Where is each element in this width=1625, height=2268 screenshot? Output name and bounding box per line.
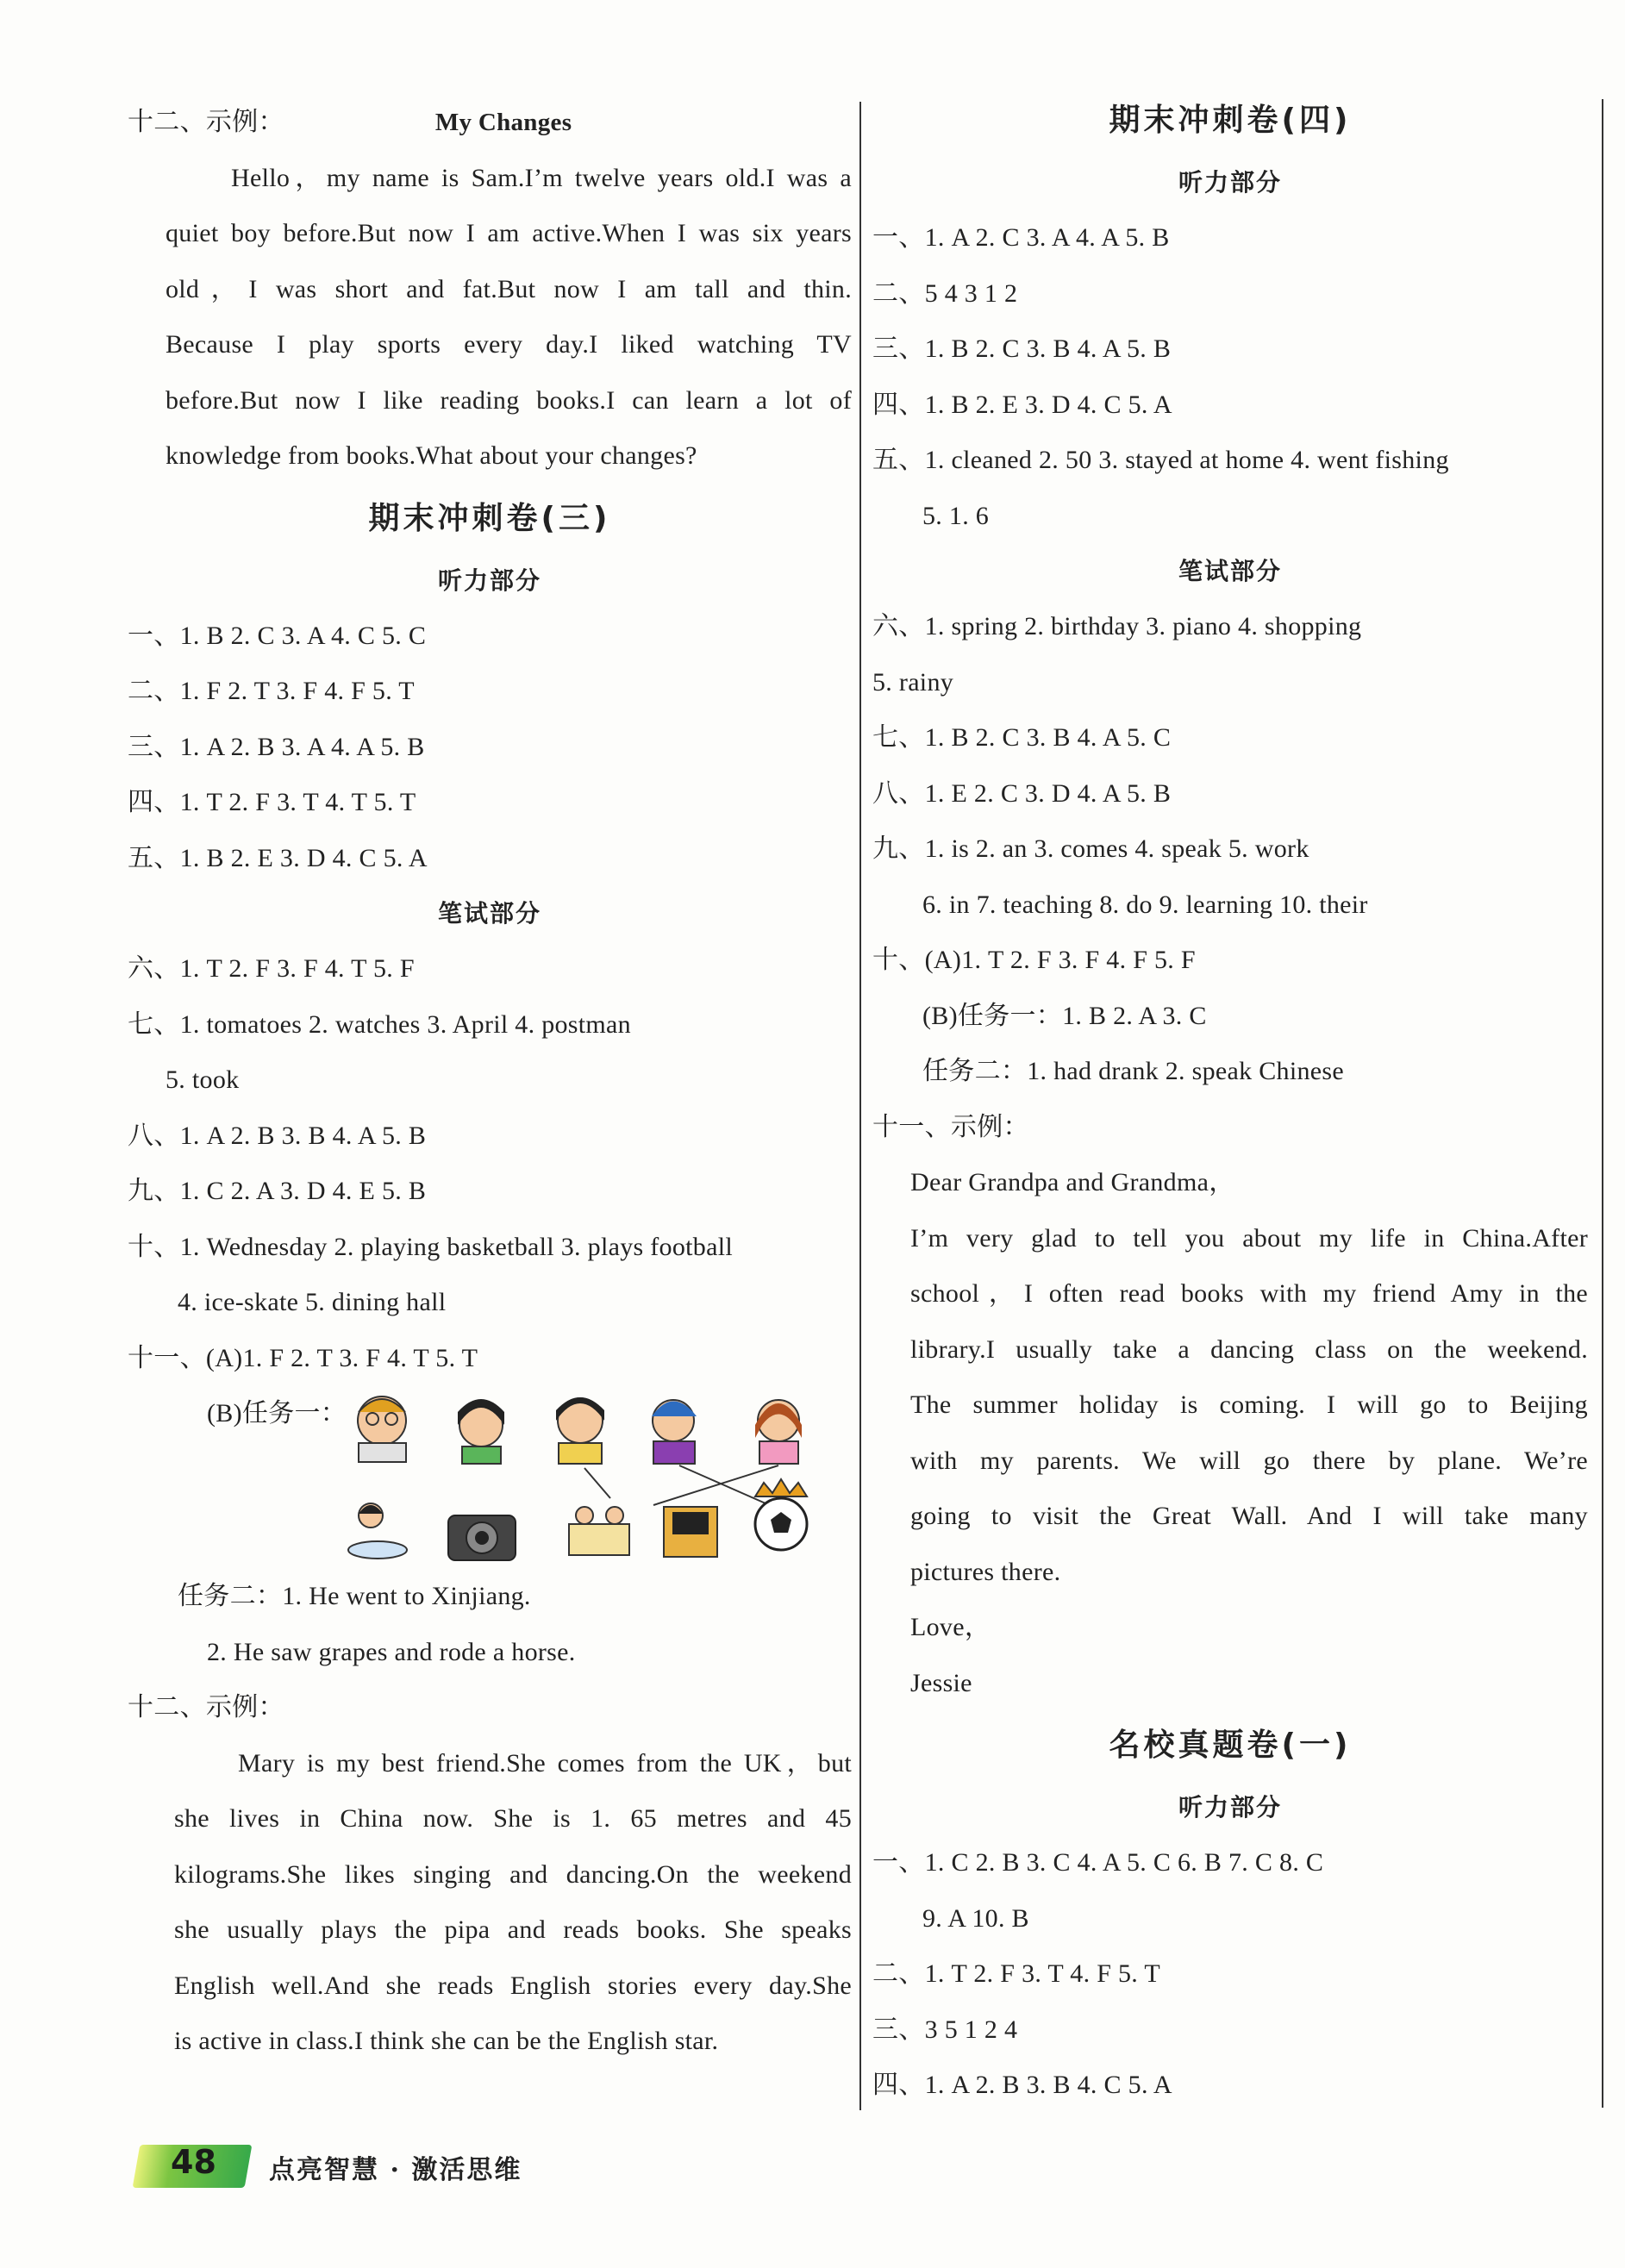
right-column [872, 86, 1588, 2114]
answer-line: 六、1. spring 2. birthday 3. piano 4. shopping [872, 612, 1362, 640]
footer-slogan: 点亮智慧 · 激活思维 [269, 2155, 522, 2185]
answer-line: 四、1. T 2. F 3. T 4. T 5. T [128, 788, 416, 816]
answer-line: 五、1. B 2. E 3. D 4. C 5. A [128, 843, 428, 872]
letter-line: school，I often read books with my friend Amy in the [910, 1279, 1588, 1308]
girl-washing-icon [348, 1503, 407, 1559]
answer-line: 一、1. C 2. B 3. C 4. A 5. C 6. B 7. C 8. C [872, 1848, 1324, 1877]
letter-line: The summer holiday is coming. I will go to Beijing [910, 1390, 1588, 1419]
answer-line: 二、1. F 2. T 3. F 4. F 5. T [128, 677, 415, 705]
right-edge-rule [1602, 99, 1603, 2108]
girl-pink-icon [755, 1400, 802, 1464]
answer-line: 2. He saw grapes and rode a horse. [207, 1637, 576, 1666]
answer-line: 5. took [166, 1065, 240, 1094]
answer-line: 十一、(A)1. F 2. T 3. F 4. T 5. T [128, 1343, 478, 1372]
essay1-line: old，I was short and fat.But now I am tall and thin. [166, 274, 852, 303]
answer-line: 二、1. T 2. F 3. T 4. F 5. T [872, 1959, 1160, 1988]
answer-line: 七、1. B 2. C 3. B 4. A 5. C [872, 723, 1172, 752]
answer-line: 4. ice-skate 5. dining hall [178, 1288, 447, 1316]
letter-line: with my parents. We will go there by plane. We’re [910, 1446, 1588, 1475]
school1-listening-heading: 听力部分 [1178, 1793, 1282, 1821]
answer-line: 九、1. C 2. A 3. D 4. E 5. B [128, 1177, 427, 1205]
football-icon [755, 1479, 807, 1550]
essay2-label: 十二、示例： [128, 1693, 284, 1721]
match-line [653, 1465, 778, 1505]
girl-green-icon [458, 1399, 504, 1464]
left-column [128, 95, 852, 2070]
exam4-written-heading: 笔试部分 [1178, 557, 1282, 585]
answer-line: 八、1. A 2. B 3. B 4. A 5. B [128, 1121, 427, 1150]
essay1-line: knowledge from books.What about your changes? [166, 441, 697, 470]
answer-line: 八、1. E 2. C 3. D 4. A 5. B [872, 778, 1172, 808]
answer-line: 五、1. cleaned 2. 50 3. stayed at home 4. went fishing [872, 446, 1449, 474]
essay2-line: English well.And she reads English stories every day.She [174, 1971, 852, 2000]
column-divider [859, 102, 861, 2110]
essay2-line: Mary is my best friend.She comes from the UK，but [238, 1748, 852, 1778]
matching-illustration [128, 1386, 852, 1569]
answer-line: 5. 1. 6 [922, 501, 990, 530]
answer-line: 四、1. B 2. E 3. D 4. C 5. A [872, 390, 1172, 419]
answer-line: 十、(A)1. T 2. F 3. F 4. F 5. F [872, 946, 1196, 974]
essay1-line: Hello，my name is Sam.I’m twelve years old.I was a [231, 163, 852, 192]
answer-line: 三、3 5 1 2 4 [872, 2015, 1018, 2044]
answer-line: 四、1. A 2. B 3. B 4. C 5. A [872, 2071, 1172, 2099]
essay2-line: she lives in China now. She is 1. 65 metres and 45 [174, 1804, 852, 1833]
task1-label: (B)任务一： [207, 1399, 347, 1428]
exam3-written-heading: 笔试部分 [437, 899, 541, 928]
school1-title: 名校真题卷(一) [1109, 1728, 1352, 1763]
answer-line: 一、1. A 2. C 3. A 4. A 5. B [872, 223, 1170, 252]
exam3-title: 期末冲刺卷(三) [368, 500, 611, 536]
matching-pictures [128, 1386, 852, 1569]
essay2-line: is active in class.I think she can be the English star. [174, 2027, 719, 2055]
answer-line: 三、1. B 2. C 3. B 4. A 5. B [872, 334, 1172, 363]
essay2-line: kilograms.She likes singing and dancing.On the weekend [174, 1859, 852, 1889]
answer-line: 九、1. is 2. an 3. comes 4. speak 5. work [872, 834, 1309, 863]
camera-icon [448, 1515, 516, 1560]
letter-line: Jessie [910, 1668, 972, 1697]
page-number: 48 [171, 2143, 216, 2181]
letter-line: I’m very glad to tell you about my life in China.After [910, 1223, 1588, 1253]
letter-line: Love， [910, 1613, 991, 1641]
answer-line: 任务二：1. He went to Xinjiang. [178, 1582, 531, 1610]
essay1-line: Because I play sports every day.I liked watching TV [166, 330, 852, 359]
boy-purple-icon [652, 1400, 697, 1464]
exam4-listening-heading: 听力部分 [1178, 168, 1282, 197]
letter-line: going to visit the Great Wall. And I will take many [910, 1502, 1588, 1530]
answer-line: 十、1. Wednesday 2. playing basketball 3. plays football [128, 1232, 733, 1261]
boy-glasses-icon [358, 1396, 406, 1462]
match-line [679, 1465, 766, 1503]
essay2-line: she usually plays the pipa and reads books. She speaks [174, 1915, 852, 1944]
tv-stage-icon [664, 1507, 717, 1557]
answer-line: 9. A 10. B [922, 1903, 1029, 1933]
answer-line: 一、1. B 2. C 3. A 4. C 5. C [128, 621, 427, 650]
answer-line: 二、5 4 3 1 2 [872, 278, 1018, 308]
exam4-title: 期末冲刺卷(四) [1109, 103, 1352, 138]
answer-line: 5. rainy [872, 667, 954, 697]
exam3-listening-heading: 听力部分 [437, 565, 541, 595]
answer-line: 任务二：1. had drank 2. speak Chinese [922, 1057, 1344, 1085]
answer-line: 七、1. tomatoes 2. watches 3. April 4. postman [128, 1009, 631, 1039]
answer-line: 十一、示例： [872, 1112, 1029, 1141]
letter-line: pictures there. [910, 1557, 1061, 1586]
answer-line: 六、1. T 2. F 3. F 4. T 5. F [128, 954, 415, 983]
letter-line: Dear Grandpa and Grandma， [910, 1168, 1235, 1196]
letter-line: library.I usually take a dancing class on the weekend. [910, 1334, 1588, 1364]
essay1-line: before.But now I like reading books.I can learn a lot of [166, 385, 852, 415]
essay1-title: My Changes [434, 109, 572, 136]
kids-playing-icon [569, 1507, 629, 1555]
answer-line: (B)任务一：1. B 2. A 3. C [922, 1001, 1207, 1030]
girl-pigtails-icon [556, 1397, 604, 1464]
essay1-header: 十二、示例： My Changes [128, 108, 572, 136]
match-line [584, 1468, 610, 1498]
answer-line: 6. in 7. teaching 8. do 9. learning 10. their [922, 890, 1368, 919]
essay1-line: quiet boy before.But now I am active.When I was six years [166, 219, 852, 247]
answer-line: 三、1. A 2. B 3. A 4. A 5. B [128, 732, 425, 761]
